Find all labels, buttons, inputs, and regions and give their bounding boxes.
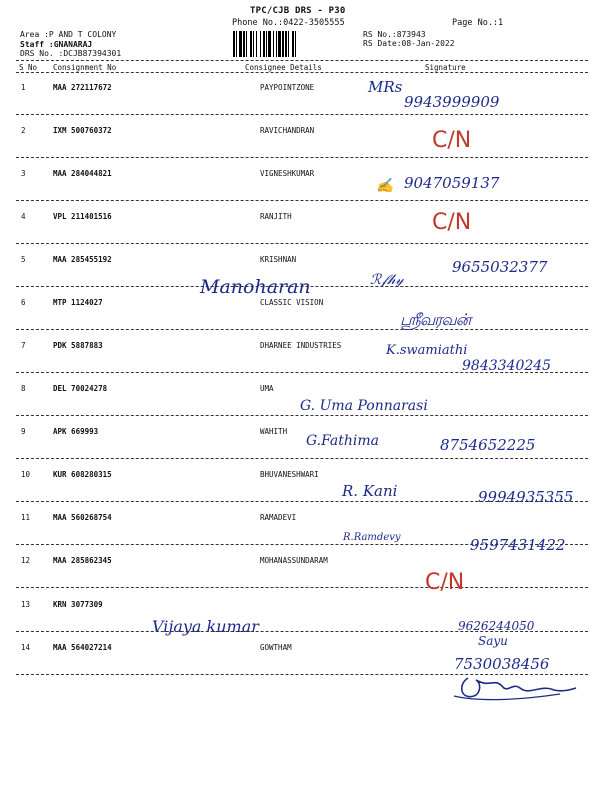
row-divider bbox=[16, 200, 588, 201]
barcode bbox=[231, 30, 355, 58]
row-divider bbox=[16, 587, 588, 588]
row-consignment-number: MAA 272117672 bbox=[53, 83, 112, 92]
row-consignee-name: RAMADEVI bbox=[260, 513, 297, 522]
col-header-sno: S No bbox=[19, 63, 38, 72]
row-consignment-number: MTP 1124027 bbox=[53, 298, 103, 307]
handwritten-phone-row-7: 9843340245 bbox=[462, 358, 552, 374]
handwritten-phone-row-5: 9655032377 bbox=[452, 258, 548, 276]
row-consignee-name: DHARNEE INDUSTRIES bbox=[260, 341, 342, 350]
divider bbox=[16, 72, 588, 73]
row-consignee-name: PAYPOINTZONE bbox=[260, 83, 315, 92]
divider bbox=[16, 60, 588, 61]
handwritten-phone-row-10: 9994935355 bbox=[478, 488, 574, 506]
handwritten-name-row-13: Vijaya kumar bbox=[152, 617, 259, 636]
drs-number: DRS No. :DCJB87394301 bbox=[20, 49, 122, 58]
row-consignment-number: KUR 608280315 bbox=[53, 470, 112, 479]
row-divider bbox=[16, 114, 588, 115]
row-consignee-name: KRISHNAN bbox=[260, 255, 297, 264]
signature-scribble-row-6: ஸ்ரீவரவன் bbox=[400, 310, 471, 329]
row-divider bbox=[16, 157, 588, 158]
row-consignment-number: KRN 3077309 bbox=[53, 600, 103, 609]
row-consignee-name: MOHANASSUNDARAM bbox=[260, 556, 328, 565]
row-serial-number: 7 bbox=[21, 341, 26, 350]
signature-row-10: R. Kani bbox=[342, 482, 398, 500]
row-consignee-name: GOWTHAM bbox=[260, 643, 292, 652]
row-serial-number: 5 bbox=[21, 255, 26, 264]
handwritten-phone-row-9: 8754652225 bbox=[440, 436, 536, 454]
row-divider bbox=[16, 415, 588, 416]
row-serial-number: 1 bbox=[21, 83, 26, 92]
row-divider bbox=[16, 458, 588, 459]
row-consignment-number: APK 669993 bbox=[53, 427, 99, 436]
cn-mark-row-4: C/N bbox=[432, 210, 472, 235]
col-header-signature: Signature bbox=[425, 63, 466, 72]
row-consignee-name: CLASSIC VISION bbox=[260, 298, 324, 307]
row-serial-number: 8 bbox=[21, 384, 26, 393]
row-divider bbox=[16, 243, 588, 244]
col-header-consignment: Consignment No bbox=[53, 63, 117, 72]
row-serial-number: 9 bbox=[21, 427, 26, 436]
row-consignment-number: PDK 5887883 bbox=[53, 341, 103, 350]
row-serial-number: 13 bbox=[21, 600, 31, 609]
signature-row-14 bbox=[450, 670, 580, 704]
signature-row-8: G. Uma Ponnarasi bbox=[300, 398, 428, 414]
signature-scribble-row-13: Sayu bbox=[478, 634, 508, 648]
row-serial-number: 11 bbox=[21, 513, 31, 522]
handwritten-name-row-5: Manoharan bbox=[200, 276, 311, 298]
area-label: Area :P AND T COLONY bbox=[20, 30, 117, 39]
handwritten-phone-row-1: 9943999909 bbox=[404, 93, 500, 111]
signature-row-7: K.swamiathi bbox=[386, 343, 468, 358]
phone-number: Phone No.:0422-3505555 bbox=[232, 18, 345, 28]
row-serial-number: 3 bbox=[21, 169, 26, 178]
row-serial-number: 2 bbox=[21, 126, 26, 135]
row-consignee-name: RANJITH bbox=[260, 212, 292, 221]
row-consignment-number: MAA 560268754 bbox=[53, 513, 112, 522]
row-serial-number: 12 bbox=[21, 556, 31, 565]
document-title: TPC/CJB DRS - P30 bbox=[250, 6, 346, 16]
signature-row-1: MRs bbox=[368, 78, 403, 96]
row-serial-number: 10 bbox=[21, 470, 31, 479]
staff-label: Staff :GNANARAJ bbox=[20, 40, 93, 49]
row-consignment-number: MAA 285455192 bbox=[53, 255, 112, 264]
signature-scribble-row-3: ✍ bbox=[376, 178, 394, 194]
row-consignee-name: VIGNESHKUMAR bbox=[260, 169, 315, 178]
signature-scribble-row-11: R.Ramdevy bbox=[343, 532, 401, 543]
page-number: Page No.:1 bbox=[452, 18, 504, 28]
handwritten-phone-row-3: 9047059137 bbox=[404, 174, 500, 192]
row-consignee-name: RAVICHANDRAN bbox=[260, 126, 315, 135]
col-header-consignee: Consignee Details bbox=[245, 63, 322, 72]
row-consignee-name: BHUVANESHWARI bbox=[260, 470, 319, 479]
row-consignment-number: MAA 284044821 bbox=[53, 169, 112, 178]
row-consignment-number: MAA 285862345 bbox=[53, 556, 112, 565]
row-consignment-number: VPL 211401516 bbox=[53, 212, 112, 221]
row-serial-number: 14 bbox=[21, 643, 31, 652]
row-serial-number: 6 bbox=[21, 298, 26, 307]
cn-mark-row-12: C/N bbox=[425, 570, 465, 595]
row-consignment-number: MAA 564027214 bbox=[53, 643, 112, 652]
row-consignee-name: WAHITH bbox=[260, 427, 288, 436]
row-divider bbox=[16, 329, 588, 330]
row-consignment-number: DEL 70024278 bbox=[53, 384, 108, 393]
row-consignment-number: IXM 500760372 bbox=[53, 126, 112, 135]
row-serial-number: 4 bbox=[21, 212, 26, 221]
handwritten-phone-row-14: 7530038456 bbox=[454, 655, 550, 673]
rs-number: RS No.:873943 bbox=[363, 30, 426, 39]
cn-mark-row-2: C/N bbox=[432, 128, 472, 153]
signature-row-9: G.Fathima bbox=[306, 433, 379, 449]
handwritten-phone-row-13: 9626244050 bbox=[458, 619, 535, 633]
row-consignee-name: UMA bbox=[260, 384, 274, 393]
rs-date: RS Date:08-Jan-2022 bbox=[363, 39, 455, 48]
handwritten-phone-row-11: 9597431422 bbox=[470, 536, 566, 554]
signature-scribble-row-5: ℛ𝒻𝒽𝓎 bbox=[370, 272, 404, 288]
